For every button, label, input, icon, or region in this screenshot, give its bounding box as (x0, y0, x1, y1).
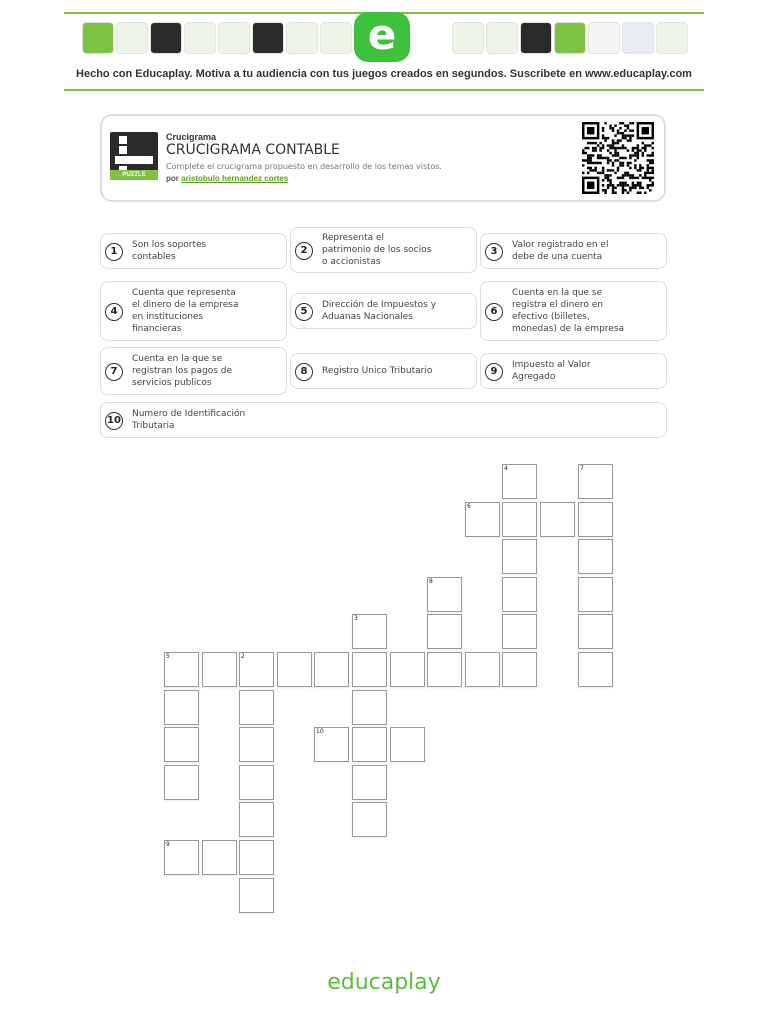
checklist-icon[interactable] (622, 22, 654, 54)
crossword-cell[interactable] (465, 502, 500, 537)
author-prefix: por (166, 174, 179, 183)
crossword-cell[interactable] (164, 765, 199, 800)
puzzle-label: PUZZLE (110, 170, 158, 180)
crossword-cell[interactable] (239, 802, 274, 837)
clue-7 (100, 347, 287, 395)
cell-number: 10 (316, 728, 324, 735)
clue-number: 3 (485, 243, 503, 261)
alphabet-wheel-icon[interactable] (520, 22, 552, 54)
crossword-cell[interactable] (427, 652, 462, 687)
qr-code-icon (582, 122, 654, 194)
crossword-cell[interactable] (578, 614, 613, 649)
clue-number: 9 (485, 363, 503, 381)
clue-8 (290, 353, 477, 389)
memory-icon[interactable] (320, 22, 352, 54)
crossword-cell[interactable] (427, 577, 462, 612)
activity-description: Complete el crucigrama propuesto en desarrollo de los temas vistos. (166, 162, 442, 171)
cell-number: 5 (166, 653, 170, 660)
crossword-cell[interactable] (314, 727, 349, 762)
crossword-cell[interactable] (239, 727, 274, 762)
dialogue-icon[interactable] (184, 22, 216, 54)
crossword-cell[interactable] (352, 765, 387, 800)
clue-text: Cuenta en la que se registra el dinero en efectivo (billetes, monedas) de la empresa (512, 288, 625, 334)
clue-text: Registro Unico Tributario (322, 366, 433, 376)
clue-10 (100, 402, 667, 438)
crossword-cell[interactable] (540, 502, 575, 537)
clue-3 (480, 233, 667, 269)
crossword-cell[interactable] (502, 539, 537, 574)
clue-text: Numero de Identificación Tributaria (132, 409, 246, 431)
crossword-cell[interactable] (578, 577, 613, 612)
crossword-icon[interactable] (150, 22, 182, 54)
letter-soup-icon[interactable] (588, 22, 620, 54)
educaplay-logo[interactable]: e (354, 12, 410, 62)
writing-icon[interactable] (656, 22, 688, 54)
banner-tagline: Hecho con Educaplay. Motiva a tu audiencia con tus juegos creados en segundos. Suscribete en www.educaplay.com (76, 68, 692, 80)
map-quiz-icon[interactable] (252, 22, 284, 54)
cell-number: 4 (504, 465, 508, 472)
crossword-cell[interactable] (502, 614, 537, 649)
clue-number: 2 (295, 242, 313, 260)
cell-number: 3 (354, 615, 358, 622)
banner-bottom-line (64, 89, 704, 91)
author-line (166, 174, 288, 183)
crossword-cell[interactable] (578, 464, 613, 499)
crossword-cell[interactable] (427, 614, 462, 649)
cell-number: 7 (580, 465, 584, 472)
clue-2 (290, 227, 477, 273)
clue-text: Representa el patrimonio de los socios o accionistas (322, 233, 432, 267)
crossword-cell[interactable] (578, 539, 613, 574)
clue-text: Cuenta en la que se registran los pagos de servicios publicos (132, 354, 233, 388)
clue-text: Cuenta que representa el dinero de la empresa en instituciones financieras (132, 288, 239, 334)
clue-number: 5 (295, 303, 313, 321)
activity-header-card (100, 114, 666, 202)
crossword-cell[interactable] (502, 577, 537, 612)
clue-4 (100, 281, 287, 341)
crossword-cell[interactable] (578, 502, 613, 537)
crossword-cell[interactable] (202, 652, 237, 687)
crossword-cell[interactable] (502, 652, 537, 687)
crossword-cell[interactable] (502, 464, 537, 499)
crossword-cell[interactable] (352, 652, 387, 687)
clue-9 (480, 353, 667, 389)
crossword-cell[interactable] (314, 652, 349, 687)
crossword-cell[interactable] (352, 727, 387, 762)
footer-educaplay-logo: educaplay (327, 970, 441, 995)
cell-number: 2 (241, 653, 245, 660)
cell-number: 8 (429, 578, 433, 585)
activity-kind: Crucigrama (166, 132, 217, 142)
author-link[interactable]: aristobulo hernandez cortes (181, 174, 289, 183)
clue-text: Valor registrado en el debe de una cuenta (512, 240, 609, 262)
crossword-cell[interactable] (578, 652, 613, 687)
clue-6 (480, 281, 667, 341)
crossword-cell[interactable] (239, 765, 274, 800)
crossword-cell[interactable] (390, 652, 425, 687)
pairs-icon[interactable] (486, 22, 518, 54)
clue-number: 4 (105, 303, 123, 321)
crossword-cell[interactable] (164, 652, 199, 687)
crossword-cell[interactable] (164, 840, 199, 875)
crossword-puzzle-icon (110, 132, 158, 180)
clue-number: 10 (105, 412, 123, 430)
crossword-cell[interactable] (277, 652, 312, 687)
word-search-icon[interactable] (286, 22, 318, 54)
clue-number: 1 (105, 243, 123, 261)
frog-game-icon[interactable] (218, 22, 250, 54)
clue-5 (290, 293, 477, 329)
true-false-icon[interactable] (554, 22, 586, 54)
crossword-cell[interactable] (164, 727, 199, 762)
clue-number: 7 (105, 363, 123, 381)
clue-text: Dirección de Impuestos y Aduanas Nacionales (322, 300, 437, 322)
clue-text: Impuesto al Valor Agregado (512, 360, 591, 382)
crossword-cell[interactable] (352, 802, 387, 837)
activity-title: CRUCIGRAMA CONTABLE (166, 142, 340, 158)
crossword-cell[interactable] (164, 690, 199, 725)
clue-number: 8 (295, 363, 313, 381)
cell-number: 9 (166, 841, 170, 848)
help-quiz-icon[interactable] (82, 22, 114, 54)
crossword-cell[interactable] (502, 502, 537, 537)
crossword-cell[interactable] (465, 652, 500, 687)
crossword-cell[interactable] (239, 690, 274, 725)
ordering-icon[interactable] (452, 22, 484, 54)
crossword-cell[interactable] (239, 840, 274, 875)
clue-1 (100, 233, 287, 269)
fill-blanks-icon[interactable] (116, 22, 148, 54)
crossword-cell[interactable] (239, 652, 274, 687)
clue-number: 6 (485, 303, 503, 321)
cell-number: 6 (467, 503, 471, 510)
crossword-cell[interactable] (202, 840, 237, 875)
crossword-cell[interactable] (352, 614, 387, 649)
crossword-cell[interactable] (352, 690, 387, 725)
crossword-cell[interactable] (390, 727, 425, 762)
crossword-cell[interactable] (239, 878, 274, 913)
clue-text: Son los soportes contables (132, 240, 207, 262)
